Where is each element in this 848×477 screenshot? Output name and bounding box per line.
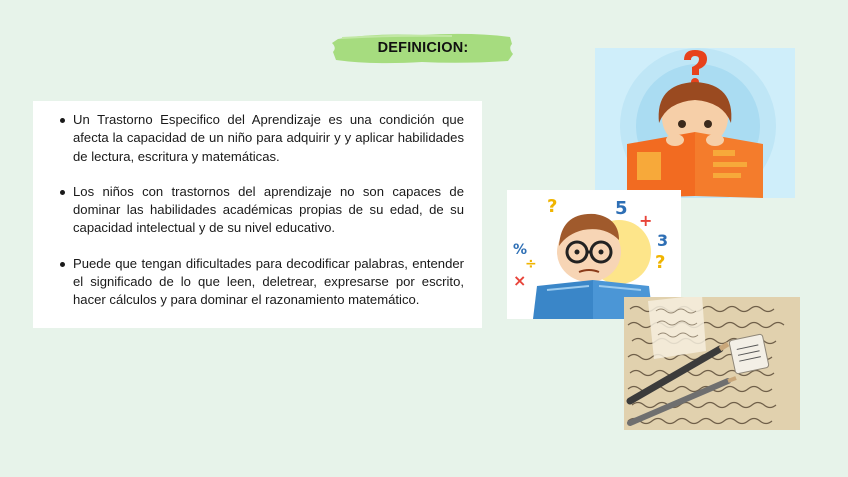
svg-text:÷: ÷ [525,256,537,272]
title-banner [332,30,514,66]
svg-text:×: × [513,271,527,290]
bullet-item: Los niños con trastornos del aprendizaje no son capaces de dominar las habilidades académicas propias de su edad, de su capacidad intelectual y de su nivel educativo. [73,183,464,238]
svg-text:?: ? [655,252,666,273]
title-text: DEFINICION [377,40,464,56]
definition-text-box [33,101,482,328]
svg-text:+: + [639,211,653,230]
bullet-item: Puede que tengan dificultades para decodificar palabras, entender el significado de lo que leen, deletrear, expresarse por escrito, hacer cálculos y para dominar el razonamiento matemático. [73,255,464,310]
bullet-item: Un Trastorno Especifico del Aprendizaje es una condición que afecta la capacidad de un niño para adquirir y y aplicar habilidades de lectura, escritura y matemáticas. [73,111,464,166]
reading-child-image [595,48,795,198]
svg-text:?: ? [547,196,558,217]
bullet-list [73,111,464,310]
page-title [332,30,514,66]
handwriting-image [624,297,800,430]
svg-text:5: 5 [615,198,628,219]
title-colon: : [463,40,469,56]
child-reading-book-icon [595,48,795,198]
svg-text:%: % [513,242,528,258]
handwriting-pencils-icon [624,297,800,430]
svg-text:3: 3 [657,231,669,250]
